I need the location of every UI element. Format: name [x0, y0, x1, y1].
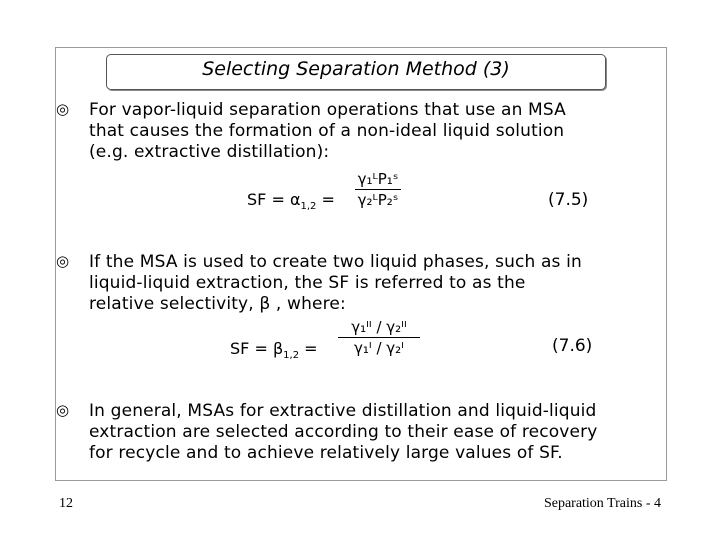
- equation-7-5-numerator: γ₁ᴸP₁ˢ: [357, 170, 399, 188]
- equation-number-7-6: (7.6): [552, 336, 593, 356]
- equation-7-6-fraction: [338, 318, 420, 357]
- equation-7-6-denominator: γ₁ᴵ / γ₂ᴵ: [354, 339, 404, 357]
- bullet-2-line-1: If the MSA is used to create two liquid phases, such as in: [89, 252, 582, 272]
- equation-number-7-5: (7.5): [548, 190, 589, 210]
- bullet-2-text: [89, 252, 659, 315]
- equation-7-6-numerator: γ₁ᴵᴵ / γ₂ᴵᴵ: [351, 318, 407, 336]
- footer-section: Separation Trains - 4: [543, 496, 661, 511]
- bullet-3-line-1: In general, MSAs for extractive distillation and liquid-liquid: [89, 401, 597, 421]
- bullet-3-line-3: for recycle and to achieve relatively large values of SF.: [89, 443, 563, 463]
- bullet-2-line-3: relative selectivity, β , where:: [89, 294, 346, 314]
- bullet-icon: ◎: [56, 100, 70, 118]
- bullet-3-line-2: extraction are selected according to their ease of recovery: [89, 422, 598, 442]
- bullet-1-line-1: For vapor-liquid separation operations that use an MSA: [89, 100, 566, 120]
- equation-7-5-fraction: [355, 170, 401, 209]
- equation-7-5-lhs: SF = $\alpha_{1,2}$ =: [247, 190, 335, 213]
- bullet-icon: ◎: [56, 252, 70, 270]
- equation-7-5-denominator: γ₂ᴸP₂ˢ: [357, 191, 399, 209]
- bullet-1-line-2: that causes the formation of a non-ideal liquid solution: [89, 121, 565, 141]
- bullet-2-line-2: liquid-liquid extraction, the SF is referred to as the: [89, 273, 526, 293]
- bullet-1-line-3: (e.g. extractive distillation):: [89, 142, 330, 162]
- equation-7-6-lhs: SF = $\beta_{1,2}$ =: [230, 339, 318, 362]
- bullet-icon: ◎: [56, 401, 70, 419]
- page-number: 12: [59, 496, 73, 511]
- bullet-1-text: [89, 100, 659, 163]
- slide-title: Selecting Separation Method (3): [202, 58, 510, 80]
- equation-7-6: [230, 318, 430, 382]
- equation-7-5: [247, 170, 417, 232]
- bullet-3-text: [89, 401, 659, 464]
